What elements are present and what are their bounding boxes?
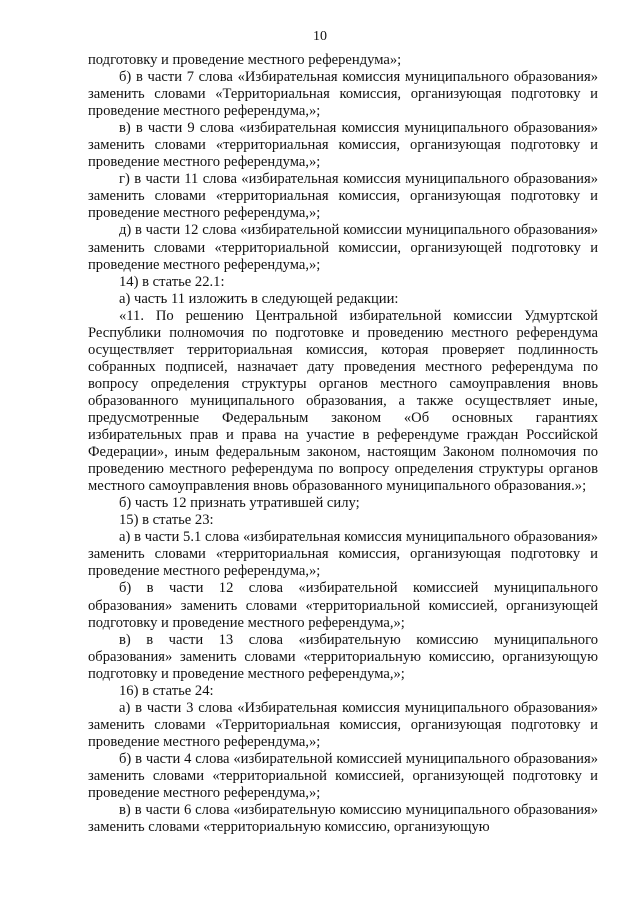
paragraph: б) в части 7 слова «Избирательная комиссия муниципального образования» заменить словами «Территориальная комиссия, организующая подготовку и проведение местного референдума,»; xyxy=(88,69,598,120)
paragraph: а) часть 11 изложить в следующей редакции: xyxy=(119,290,399,307)
paragraph: в) в части 9 слова «избирательная комиссия муниципального образования» заменить словами «территориальная комиссия, организующая подготовку и проведение местного референдума,»; xyxy=(88,120,598,171)
paragraph: г) в части 11 слова «избирательная комиссия муниципального образования» заменить словами «территориальная комиссия, организующая подготовку и проведение местного референдума,»; xyxy=(88,171,598,222)
paragraph: «11. По решению Центральной избирательной комиссии Удмуртской Республики полномочия по подготовке и проведению местного референдума осуществляет территориальная комиссия, которая проверяет подлинность собранных подписей, назначает дату проведения местного референдума по вопросу определения структуры органов местного самоуправления вновь образованного муниципального образования, а также осуществляет иные, предусмотренные Федеральным законом «Об основных гарантиях избирательных прав и права на участие в референдуме граждан Российской Федерации», иным федеральным законом, настоящим Законом полномочия по проведению местного референдума по вопросу определения структуры органов местного самоуправления вновь образованного муниципального образования.»; xyxy=(88,307,598,495)
paragraph: 16) в статье 24: xyxy=(119,682,214,699)
paragraph: б) в части 4 слова «избирательной комиссией муниципального образования» заменить словами «территориальной комиссией, организующей подготовку и проведение местного референдума,»; xyxy=(88,750,598,802)
paragraph: а) в части 5.1 слова «избирательная комиссия муниципального образования» заменить словами «территориальная комиссия, организующая подготовку и проведение местного референдума,»; xyxy=(88,529,598,580)
paragraph: а) в части 3 слова «Избирательная комиссия муниципального образования» заменить словами «Территориальная комиссия, организующая подготовку и проведение местного референдума,»; xyxy=(88,699,598,750)
document-body xyxy=(88,52,598,836)
page-number: 10 xyxy=(313,29,327,44)
paragraph: в) в части 13 слова «избирательную комиссию муниципального образования» заменить словами «территориальную комиссию, организующую подготовку и проведение местного референдума,»; xyxy=(88,631,598,682)
paragraph: б) часть 12 признать утратившей силу; xyxy=(119,495,360,512)
paragraph: 14) в статье 22.1: xyxy=(119,273,225,290)
paragraph: б) в части 12 слова «избирательной комиссией муниципального образования» заменить словами «территориальной комиссией, организующей подготовку и проведение местного референдума,»; xyxy=(88,580,598,631)
paragraph: подготовку и проведение местного референдума»; xyxy=(88,52,402,68)
paragraph: в) в части 6 слова «избирательную комиссию муниципального образования» заменить словами «территориальную комиссию, организующую xyxy=(88,802,598,836)
paragraph: д) в части 12 слова «избирательной комиссии муниципального образования» заменить словами «территориальной комиссии, организующей подготовку и проведение местного референдума,»; xyxy=(88,222,598,273)
paragraph: 15) в статье 23: xyxy=(119,512,214,529)
